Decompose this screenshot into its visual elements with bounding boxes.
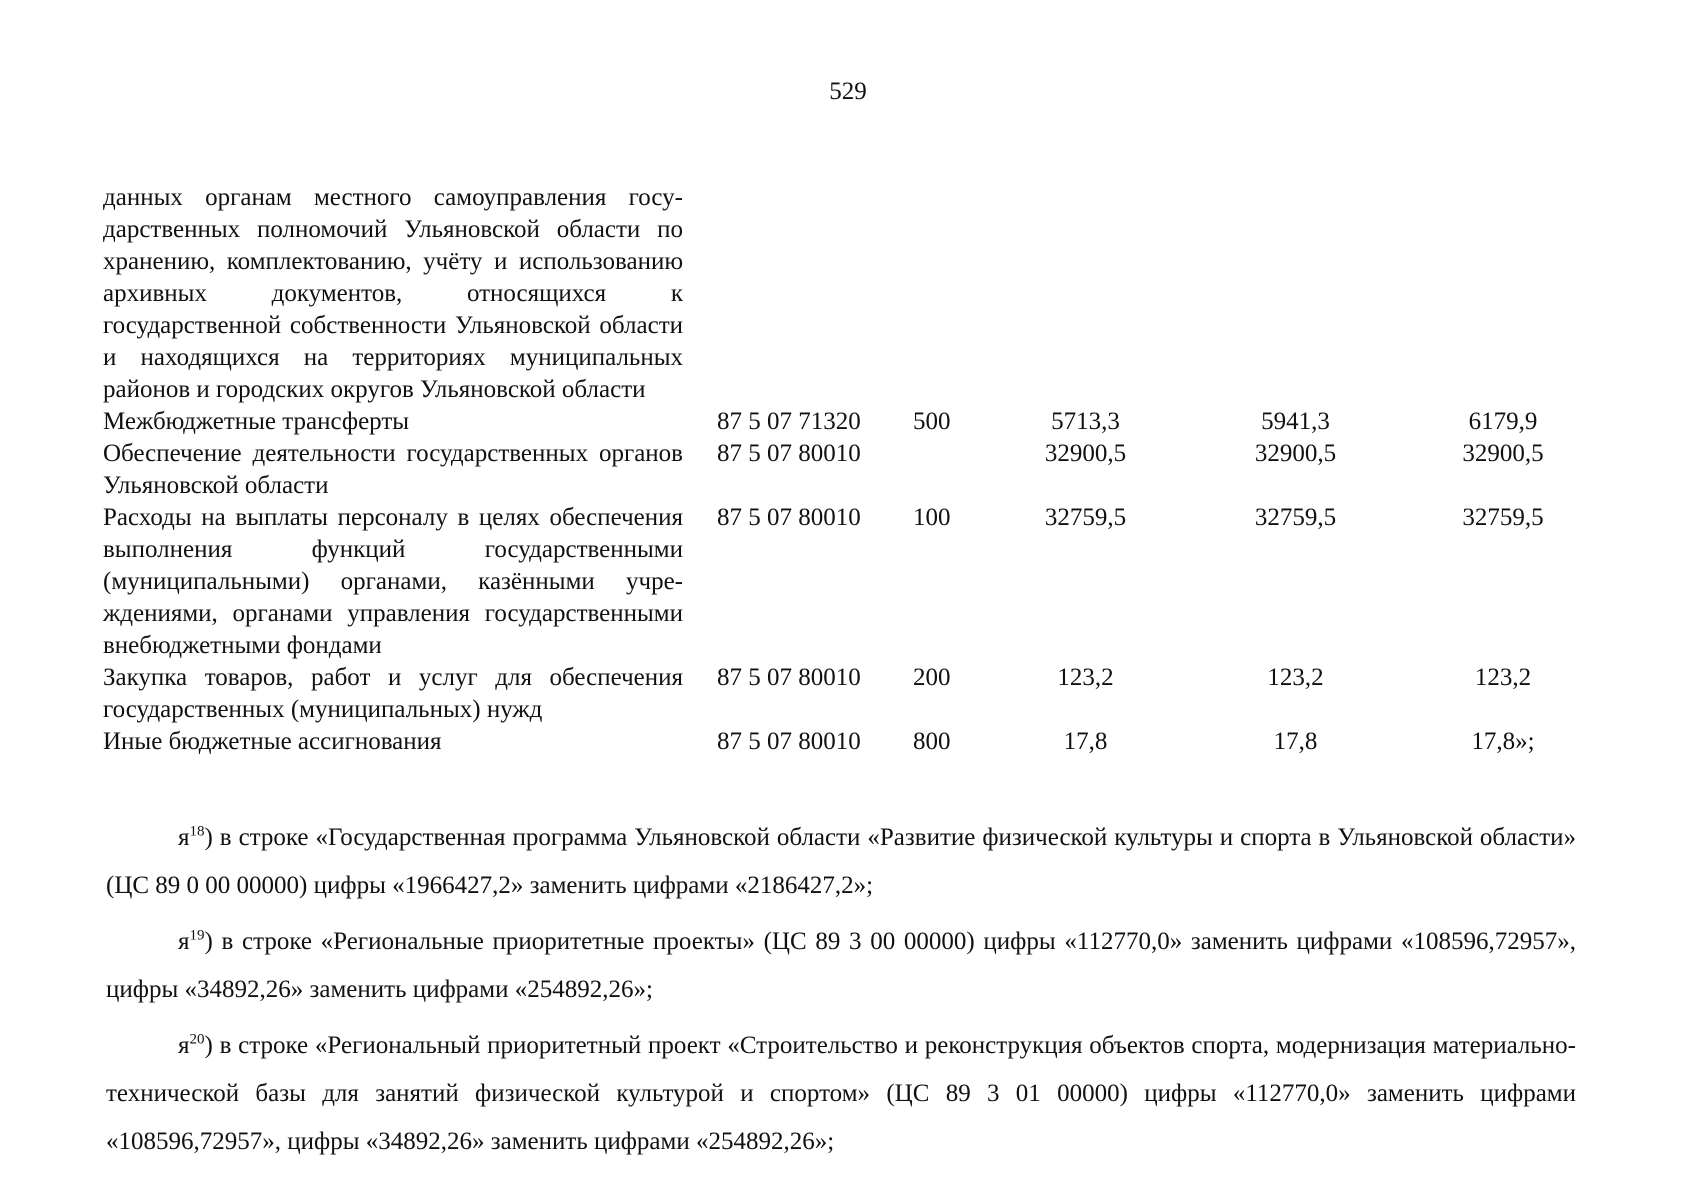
row-value-1: 5713,3 xyxy=(1051,408,1120,435)
row-value-2: 32759,5 xyxy=(1254,504,1337,531)
amendment-marker: я xyxy=(178,824,190,851)
amendment-index: 19 xyxy=(189,927,205,944)
row-name: данных органам местного самоуправления государственных полномочий Ульяновской области по хранению, комплектованию, учёту и использованию архивных документов, относящихся к государственной собственности Ульяновской области и находящихся на территориях муниципальных районов и городских округов Ульяновской области xyxy=(103,184,683,403)
row-value-2: 5941,3 xyxy=(1261,408,1330,435)
table-row xyxy=(103,406,1603,438)
row-code: 87 5 07 80010 xyxy=(717,504,861,531)
row-value-1: 32759,5 xyxy=(1044,504,1127,531)
row-vr: 100 xyxy=(913,504,951,531)
row-value-3: 17,8»; xyxy=(1471,728,1535,755)
amendment-paragraph xyxy=(106,1022,1576,1166)
amendment-marker: я xyxy=(178,1032,190,1059)
budget-table-body xyxy=(103,182,1603,758)
row-value-3: 6179,9 xyxy=(1468,408,1538,435)
row-value-2: 123,2 xyxy=(1267,664,1324,691)
table-row xyxy=(103,662,1603,726)
row-value-3: 123,2 xyxy=(1474,664,1532,691)
row-value-2 xyxy=(1188,182,1403,406)
row-value-3: 32900,5 xyxy=(1462,440,1544,467)
row-code: 87 5 07 80010 xyxy=(717,664,861,691)
row-name: Обеспечение деятельности государственных органов Ульяновской области xyxy=(103,440,683,499)
page-number: 529 xyxy=(829,78,867,105)
table-row xyxy=(103,502,1603,662)
amendment-text: ) в строке «Региональные приоритетные проекты» (ЦС 89 3 00 00000) цифры «112770,0» заменить цифрами «108596,72957», цифры «34892,26» заменить цифрами «254892,26»; xyxy=(106,928,1576,1003)
table-row xyxy=(103,438,1603,502)
row-name: Иные бюджетные ассигнования xyxy=(103,728,442,755)
row-value-3 xyxy=(1403,182,1603,406)
row-code: 87 5 07 80010 xyxy=(717,440,861,467)
row-value-1 xyxy=(983,182,1188,406)
row-vr xyxy=(913,182,983,406)
row-code: 87 5 07 80010 xyxy=(717,728,861,755)
row-value-3: 32759,5 xyxy=(1462,504,1544,531)
row-value-2: 32900,5 xyxy=(1254,440,1337,467)
amendment-paragraph xyxy=(106,814,1576,910)
amendments-list xyxy=(106,814,1576,1174)
amendment-text: ) в строке «Региональный приоритетный проект «Строительство и реконструкция объектов спорта, модернизация материально-технической базы для занятий физической культурой и спортом» (ЦС 89 3 01 00000) цифры «112770,0» заменить цифрами «108596,72957», цифры «34892,26» заменить цифрами «254892,26»; xyxy=(106,1032,1576,1155)
row-vr xyxy=(913,438,983,502)
row-code xyxy=(695,182,913,406)
amendment-index: 18 xyxy=(189,823,205,840)
row-code: 87 5 07 71320 xyxy=(717,408,861,435)
row-vr: 800 xyxy=(913,728,951,755)
row-value-2: 17,8 xyxy=(1273,728,1318,755)
row-vr: 500 xyxy=(913,408,951,435)
amendment-index: 20 xyxy=(189,1031,205,1048)
row-name: Расходы на выплаты персоналу в целях обеспечения выполнения функций государственными (муниципальными) органами, казёнными учреждениями, органами управления государственными внебюджетными фондами xyxy=(103,504,683,659)
row-value-1: 123,2 xyxy=(1057,664,1114,691)
row-vr: 200 xyxy=(913,664,951,691)
amendment-marker: я xyxy=(178,928,190,955)
row-name: Межбюджетные трансферты xyxy=(103,408,410,435)
table-row xyxy=(103,182,1603,406)
budget-table xyxy=(103,182,1603,758)
amendment-text: ) в строке «Государственная программа Ульяновской области «Развитие физической культуры и спорта в Ульяновской области» (ЦС 89 0 00 00000) цифры «1966427,2» заменить цифрами «2186427,2»; xyxy=(106,824,1576,899)
row-name: Закупка товаров, работ и услуг для обеспечения государственных (муниципальных) нужд xyxy=(103,664,683,723)
amendment-paragraph xyxy=(106,918,1576,1014)
row-value-1: 32900,5 xyxy=(1044,440,1127,467)
row-value-1: 17,8 xyxy=(1063,728,1108,755)
table-row xyxy=(103,726,1603,758)
